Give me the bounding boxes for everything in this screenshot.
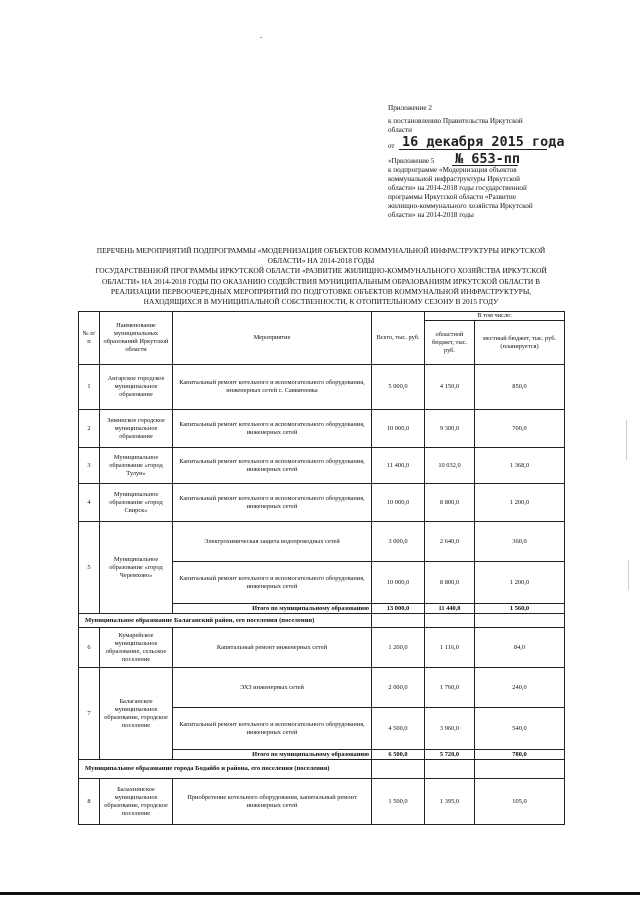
- sub-line-3: области» на 2014-2018 годы государственной: [388, 184, 527, 192]
- cell-mo: Зиминское городское муниципальное образование: [100, 410, 173, 448]
- cell-regional: 8 800,0: [425, 484, 475, 522]
- section-row: [79, 760, 565, 779]
- cell-total: 1 200,0: [372, 628, 425, 668]
- cell-mo: Муниципальное образование «город Свирск»: [100, 484, 173, 522]
- cell-regional: 2 640,0: [425, 522, 475, 562]
- cell-num: 6: [79, 628, 100, 668]
- table-row: [79, 668, 565, 708]
- cell-num: 3: [79, 448, 100, 484]
- table-row: [79, 779, 565, 825]
- cell-event: Капитальный ремонт котельного и вспомогательного оборудования, инженерных сетей: [173, 562, 372, 604]
- section-title: Муниципальное образование города Бодайбо и района, его поселения (поселения): [79, 760, 372, 779]
- cell-local: 240,0: [475, 668, 565, 708]
- table-row: [79, 365, 565, 410]
- title-line-3: ГОСУДАРСТВЕННОЙ ПРОГРАММЫ ИРКУТСКОЙ ОБЛАСТИ «РАЗВИТИЕ ЖИЛИЩНО-КОММУНАЛЬНОГО ХОЗЯЙСТВА ИРКУТСКОЙ: [95, 266, 547, 276]
- cell-num: 1: [79, 365, 100, 410]
- title-line-4: ОБЛАСТИ» НА 2014-2018 ГОДЫ ПО ОКАЗАНИЮ СОДЕЙСТВИЯ МУНИЦИПАЛЬНЫМ ОБРАЗОВАНИЯМ ИРКУТСКОЙ ОБЛАСТИ В: [101, 276, 541, 286]
- cell-local: 1 200,0: [475, 562, 565, 604]
- cell-local: 780,0: [475, 750, 565, 760]
- doc-title: [80, 246, 562, 307]
- header-including: В том числе:: [425, 312, 565, 321]
- cell-local: 850,0: [475, 365, 565, 410]
- cell-event: ЭХЗ инженерных сетей: [173, 668, 372, 708]
- cell-event: Капитальный ремонт котельного и вспомогательного оборудования, инженерных сетей: [173, 448, 372, 484]
- cell-local: 1 560,0: [475, 604, 565, 614]
- cell-subtotal-label: Итого по муниципальному образованию: [173, 750, 372, 760]
- date-value: 16 декабря 2015 года: [402, 134, 565, 150]
- sub-line-6: области» на 2014-2018 годы: [388, 211, 474, 219]
- cell-num: 7: [79, 668, 100, 760]
- cell-event: Капитальный ремонт котельного и вспомогательного оборудования, инженерных сетей: [173, 484, 372, 522]
- cell-total: 5 000,0: [372, 365, 425, 410]
- date-prefix: от: [388, 142, 395, 150]
- cell-mo: Балаганское муниципальное образование, городское поселение: [100, 668, 173, 760]
- cell-total: 10 000,0: [372, 484, 425, 522]
- cell-event: Капитальный ремонт инженерных сетей: [173, 628, 372, 668]
- header-local: местный бюджет, тыс. руб. (планируется): [475, 321, 565, 365]
- cell-mo: Балахнинское муниципальное образование, городское поселение: [100, 779, 173, 825]
- cell-regional: 9 300,0: [425, 410, 475, 448]
- cell-regional: 10 032,0: [425, 448, 475, 484]
- header-mo: Наименование муниципальных образований Иркутской области: [100, 312, 173, 365]
- cell-mo: Ангарское городское муниципальное образование: [100, 365, 173, 410]
- cell-total: 3 000,0: [372, 522, 425, 562]
- cell-total: 4 500,0: [372, 708, 425, 750]
- sub-line-5: жилищно-коммунального хозяйства Иркутской: [388, 202, 533, 210]
- cell-local: 360,0: [475, 522, 565, 562]
- header-event: Мероприятие: [173, 312, 372, 365]
- cell-mo: Кумарейское муниципальное образование, сельское поселение: [100, 628, 173, 668]
- cell-subtotal-label: Итого по муниципальному образованию: [173, 604, 372, 614]
- cell-regional: 3 960,0: [425, 708, 475, 750]
- cell-regional: 1 395,0: [425, 779, 475, 825]
- title-line-5: РЕАЛИЗАЦИИ ПЕРВООЧЕРЕДНЫХ МЕРОПРИЯТИЙ ПО ПОДГОТОВКЕ ОБЪЕКТОВ КОММУНАЛЬНОЙ ИНФРАСТРУКТУРЫ,: [110, 286, 532, 296]
- section-title: Муниципальное образование Балаганский район, его поселения (поселения): [79, 614, 372, 628]
- appendix5-label: «Приложение 5: [388, 157, 435, 165]
- cell-regional: 8 800,0: [425, 562, 475, 604]
- cell-event: Приобретение котельного оборудования, капитальный ремонт инженерных сетей: [173, 779, 372, 825]
- title-line-6: НАХОДЯЩИХСЯ В МУНИЦИПАЛЬНОЙ СОБСТВЕННОСТИ, К ОТОПИТЕЛЬНОМУ СЕЗОНУ В 2015 ГОДУ: [143, 297, 499, 307]
- cell-regional: 1 760,0: [425, 668, 475, 708]
- scan-edge: [626, 420, 627, 460]
- cell-event: Капитальный ремонт котельного и вспомогательного оборудования, инженерных сетей: [173, 410, 372, 448]
- title-line-1: ПЕРЕЧЕНЬ МЕРОПРИЯТИЙ ПОДПРОГРАММЫ «МОДЕРНИЗАЦИЯ ОБЪЕКТОВ КОММУНАЛЬНОЙ ИНФРАСТРУКТУРЫ ИРКУТСКОЙ: [96, 246, 546, 255]
- cell-total: 6 500,0: [372, 750, 425, 760]
- cell-local: 540,0: [475, 708, 565, 750]
- sub-line-2: коммунальной инфраструктуры Иркутской: [388, 175, 520, 183]
- cell-local: 1 200,0: [475, 484, 565, 522]
- cell-num: 8: [79, 779, 100, 825]
- cell-event: Капитальный ремонт котельного и вспомогательного оборудования, инженерных сетей с. Савватеевка: [173, 365, 372, 410]
- title-line-2: ОБЛАСТИ» НА 2014-2018 ГОДЫ: [267, 256, 375, 266]
- table-row: [79, 448, 565, 484]
- cell-local: 84,0: [475, 628, 565, 668]
- sub-line-4: программы Иркутской области «Развитие: [388, 193, 516, 201]
- measures-table: [78, 311, 565, 825]
- resolution-number: № 653-пп: [455, 151, 521, 167]
- cell-num: 2: [79, 410, 100, 448]
- section-row: [79, 614, 565, 628]
- resolution-line-2: области: [388, 126, 413, 134]
- resolution-line: к постановлению Правительства Иркутской: [388, 117, 523, 125]
- date-underline: [399, 149, 547, 150]
- table-row: [79, 522, 565, 562]
- header-num: № п/п: [79, 312, 100, 365]
- cell-total: 10 000,0: [372, 562, 425, 604]
- cell-total: 1 500,0: [372, 779, 425, 825]
- cell-total: 11 400,0: [372, 448, 425, 484]
- cell-num: 5: [79, 522, 100, 614]
- scan-speck: [260, 37, 262, 38]
- cell-event: Электрохимическая защита водопроводных сетей: [173, 522, 372, 562]
- header-total: Всего, тыс. руб.: [372, 312, 425, 365]
- table-row: [79, 484, 565, 522]
- cell-local: 700,0: [475, 410, 565, 448]
- cell-regional: 11 440,0: [425, 604, 475, 614]
- table-row: [79, 628, 565, 668]
- cell-mo: Муниципальное образование «город Черемхово»: [100, 522, 173, 614]
- cell-num: 4: [79, 484, 100, 522]
- table-row: [79, 410, 565, 448]
- cell-event: Капитальный ремонт котельного и вспомогательного оборудования, инженерных сетей: [173, 708, 372, 750]
- sub-line-1: к подпрограмме «Модернизация объектов: [388, 166, 517, 174]
- cell-total: 2 000,0: [372, 668, 425, 708]
- cell-regional: 4 150,0: [425, 365, 475, 410]
- cell-mo: Муниципальное образование «город Тулун»: [100, 448, 173, 484]
- cell-regional: 5 720,0: [425, 750, 475, 760]
- cell-total: 10 000,0: [372, 410, 425, 448]
- cell-regional: 1 116,0: [425, 628, 475, 668]
- cell-total: 13 000,0: [372, 604, 425, 614]
- page-bottom-border: [0, 892, 640, 895]
- appendix-label: Приложение 2: [388, 104, 432, 112]
- scan-edge: [628, 560, 629, 590]
- cell-local: 1 368,0: [475, 448, 565, 484]
- cell-local: 105,0: [475, 779, 565, 825]
- header-regional: областной бюджет, тыс. руб.: [425, 321, 475, 365]
